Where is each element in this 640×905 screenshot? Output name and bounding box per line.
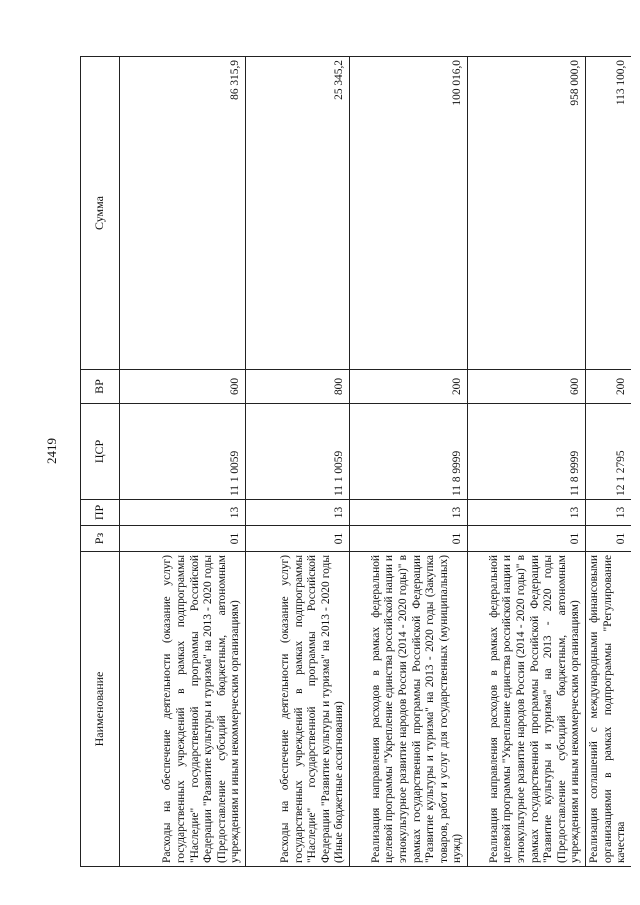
row-rz: 01	[246, 526, 350, 552]
header-pr: ПР	[81, 500, 120, 526]
budget-table-wrapper	[80, 57, 628, 867]
header-rz: Рз	[81, 526, 120, 552]
row-name: Реализация направления расходов в рамках федеральной целевой программы "Укрепление единства российской нации и этнокультурное развитие народов России (2014 - 2020 годы)" в рамках государственной программы Российской Федерации "Развитие культуры и туризма" на 2013 - 2020 годы (Закупка товаров, работ и услуг для государственных (муниципальных) нужд)	[350, 552, 468, 867]
table-row	[468, 57, 586, 867]
header-name: Наименование	[81, 552, 120, 867]
row-sum: 113 100,0	[586, 57, 631, 370]
row-vr: 600	[120, 370, 246, 404]
row-csr: 11 8 9999	[468, 404, 586, 500]
row-csr: 11 1 0059	[120, 404, 246, 500]
row-sum: 25 345,2	[246, 57, 350, 370]
row-name: Расходы на обеспечение деятельности (оказание услуг) государственных учреждений в рамках подпрограммы "Наследие" государственной программы Российской Федерации "Развитие культуры и туризма" на 2013 - 2020 годы (Иные бюджетные ассигнования)	[246, 552, 350, 867]
row-csr: 11 1 0059	[246, 404, 350, 500]
table-header	[81, 57, 120, 867]
header-csr: ЦСР	[81, 404, 120, 500]
row-pr: 13	[246, 500, 350, 526]
table-row	[350, 57, 468, 867]
row-sum: 86 315,9	[120, 57, 246, 370]
header-sum: Сумма	[81, 57, 120, 370]
row-rz: 01	[120, 526, 246, 552]
row-pr: 13	[350, 500, 468, 526]
row-pr: 13	[586, 500, 631, 526]
table-row	[246, 57, 350, 867]
row-vr: 200	[586, 370, 631, 404]
row-rz: 01	[468, 526, 586, 552]
row-vr: 600	[468, 370, 586, 404]
row-pr: 13	[120, 500, 246, 526]
row-rz: 01	[350, 526, 468, 552]
budget-table	[80, 56, 631, 867]
page-number: 2419	[44, 438, 59, 464]
row-sum: 100 016,0	[350, 57, 468, 370]
row-sum: 958 000,0	[468, 57, 586, 370]
row-vr: 200	[350, 370, 468, 404]
header-vr: ВР	[81, 370, 120, 404]
table-row	[120, 57, 246, 867]
row-csr: 12 1 2795	[586, 404, 631, 500]
row-csr: 11 8 9999	[350, 404, 468, 500]
row-pr: 13	[468, 500, 586, 526]
table-row	[586, 57, 631, 867]
row-name: Расходы на обеспечение деятельности (оказание услуг) государственных учреждений в рамках подпрограммы "Наследие" государственной программы Российской Федерации "Развитие культуры и туризма" на 2013 - 2020 годы (Предоставление субсидий бюджетным, автономным учреждениям и иным некоммерческим организациям)	[120, 552, 246, 867]
row-name: Реализация соглашений с международными финансовыми организациями в рамках подпрограммы "Регулирование качества	[586, 552, 631, 867]
row-vr: 800	[246, 370, 350, 404]
row-name: Реализация направления расходов в рамках федеральной целевой программы "Укрепление единства российской нации и этнокультурное развитие народов России (2014 - 2020 годы)" в рамках государственной программы Российской Федерации "Развитие культуры и туризма" на 2013 - 2020 годы (Предоставление субсидий бюджетным, автономным учреждениям и иным некоммерческим организациям)	[468, 552, 586, 867]
row-rz: 01	[586, 526, 631, 552]
